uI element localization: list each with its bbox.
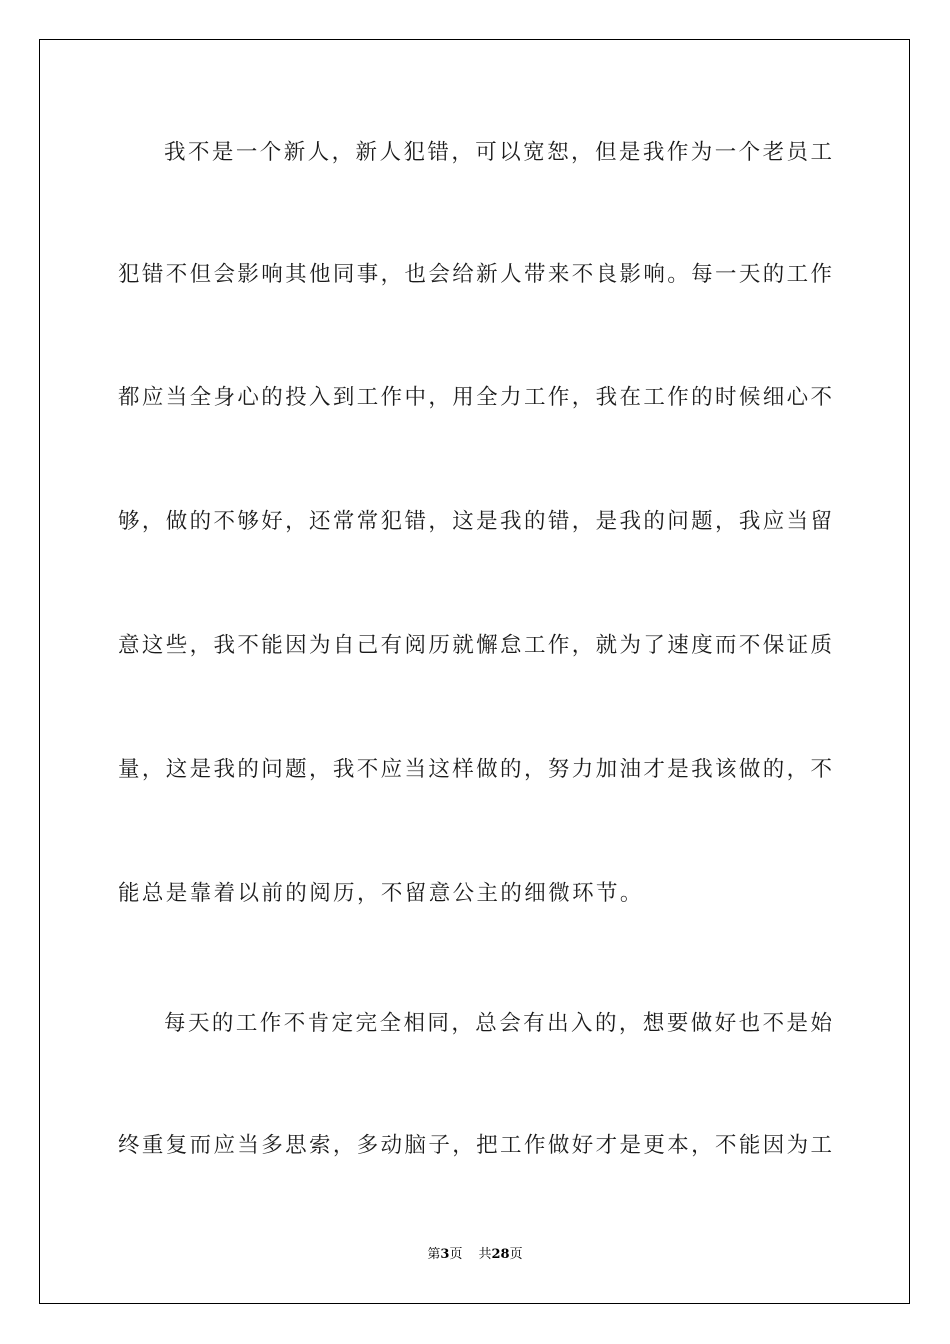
total-pages: 28 bbox=[491, 1247, 510, 1262]
paragraph-1-line-5: 意这些，我不能因为自己有阅历就懈怠工作，就为了速度而不保证质 bbox=[118, 633, 832, 658]
paragraph-1-line-4: 够，做的不够好，还常常犯错，这是我的错，是我的问题，我应当留 bbox=[118, 509, 832, 534]
total-suffix: 页 bbox=[509, 1247, 523, 1262]
page-border bbox=[39, 39, 910, 1304]
paragraph-1-line-1: 我不是一个新人，新人犯错，可以宽恕，但是我作为一个老员工 bbox=[164, 140, 832, 165]
page-number: 3 bbox=[440, 1247, 450, 1262]
paragraph-2-line-1: 每天的工作不肯定完全相同，总会有出入的，想要做好也不是始 bbox=[164, 1011, 832, 1036]
page-footer bbox=[0, 1246, 950, 1264]
paragraph-1-line-2: 犯错不但会影响其他同事，也会给新人带来不良影响。每一天的工作 bbox=[118, 262, 832, 287]
total-prefix: 共 bbox=[478, 1247, 492, 1262]
paragraph-2-line-2: 终重复而应当多思索，多动脑子，把工作做好才是更本，不能因为工 bbox=[118, 1133, 832, 1158]
page-prefix: 第 bbox=[427, 1247, 441, 1262]
paragraph-1-line-3: 都应当全身心的投入到工作中，用全力工作，我在工作的时候细心不 bbox=[118, 385, 832, 410]
page-suffix: 页 bbox=[449, 1247, 463, 1262]
paragraph-1-line-7: 能总是靠着以前的阅历，不留意公主的细微环节。 bbox=[118, 881, 644, 906]
paragraph-1-line-6: 量，这是我的问题，我不应当这样做的，努力加油才是我该做的，不 bbox=[118, 757, 832, 782]
